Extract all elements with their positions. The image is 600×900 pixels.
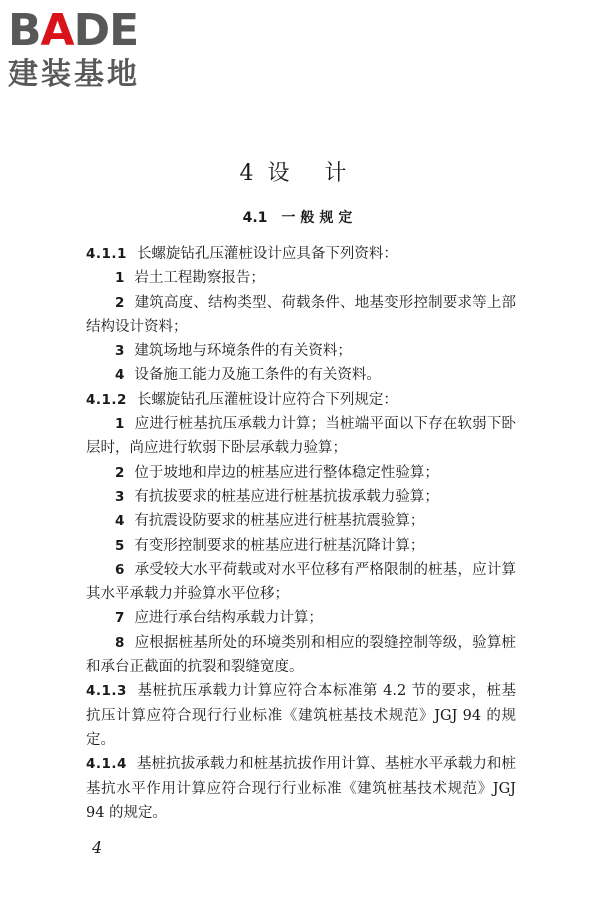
list-item: [86, 534, 516, 558]
clause-4-1-1: [86, 242, 516, 266]
list-item: [86, 291, 516, 340]
item-text: 有抗拔要求的桩基应进行桩基抗拔承载力验算；: [134, 488, 439, 505]
list-item: [86, 363, 516, 387]
item-text: 应进行桩基抗压承载力计算；当桩端平面以下存在软弱下卧层时，尚应进行软弱下卧层承载力验算；: [86, 416, 516, 457]
list-item: [86, 558, 516, 607]
item-number: 3: [115, 488, 125, 505]
chapter-title: [0, 156, 600, 187]
clause-4-1-4: [86, 752, 516, 825]
logo-letters-de: DE: [73, 5, 139, 56]
section-number: 4.1: [242, 210, 268, 226]
clause-text: 基桩抗压承载力计算应符合本标准第 4.2 节的要求，桩基抗压计算应符合现行行业标准《建筑桩基技术规范》JGJ 94 的规定。: [86, 683, 516, 748]
item-text: 应进行承台结构承载力计算；: [134, 610, 323, 627]
clause-number: 4.1.3: [86, 683, 127, 700]
logo-letter-a-red: A: [40, 5, 74, 56]
item-text: 位于坡地和岸边的桩基应进行整体稳定性验算；: [134, 464, 439, 481]
logo-letter-b: B: [8, 5, 41, 56]
clause-4-1-2: [86, 388, 516, 412]
item-text: 建筑场地与环境条件的有关资料；: [134, 343, 352, 360]
item-number: 4: [115, 367, 125, 384]
list-item: [86, 631, 516, 680]
clause-number: 4.1.1: [86, 246, 127, 262]
list-item: [86, 266, 516, 290]
list-item: [86, 485, 516, 509]
item-text: 应根据桩基所处的环境类别和相应的裂缝控制等级，验算桩和承台正截面的抗裂和裂缝宽度。: [86, 634, 516, 676]
list-item: [86, 339, 516, 363]
section-name: 一般规定: [281, 210, 358, 226]
chapter-number: 4: [239, 161, 268, 186]
clause-4-1-3: [86, 679, 516, 752]
item-number: 2: [115, 294, 125, 311]
clause-text: 基桩抗拔承载力和桩基抗拔作用计算、基桩水平承载力和桩基抗水平作用计算应符合现行行业标准《建筑桩基技术规范》JGJ 94 的规定。: [86, 756, 516, 821]
item-text: 有抗震设防要求的桩基应进行桩基抗震验算；: [134, 513, 425, 530]
item-number: 1: [115, 416, 125, 433]
clause-number: 4.1.2: [86, 391, 127, 408]
list-item: [86, 509, 516, 533]
clause-text: 长螺旋钻孔压灌桩设计应符合下列规定：: [136, 391, 398, 408]
item-number: 8: [115, 634, 125, 651]
item-text: 有变形控制要求的桩基应进行桩基沉降计算；: [134, 537, 425, 554]
list-item: [86, 461, 516, 485]
clause-text: 长螺旋钻孔压灌桩设计应具备下列资料：: [136, 246, 398, 262]
clause-list: [86, 242, 516, 825]
clause-number: 4.1.4: [86, 756, 127, 773]
item-text: 承受较大水平荷载或对水平位移有严格限制的桩基，应计算其水平承载力并验算水平位移；: [86, 561, 516, 603]
chapter-name: 设 计: [267, 161, 361, 186]
list-item: [86, 606, 516, 630]
bade-logo: [8, 6, 178, 92]
item-text: 设备施工能力及施工条件的有关资料。: [134, 367, 381, 384]
item-number: 4: [115, 513, 125, 530]
list-item: [86, 412, 516, 461]
item-number: 1: [115, 270, 125, 287]
item-text: 岩土工程勘察报告；: [134, 270, 265, 287]
logo-wordmark: [8, 6, 178, 56]
item-text: 建筑高度、结构类型、荷载条件、地基变形控制要求等上部结构设计资料；: [86, 294, 516, 335]
item-number: 7: [115, 610, 125, 627]
item-number: 6: [115, 561, 125, 578]
page-number: 4: [92, 838, 103, 857]
logo-subtitle: 建装基地: [8, 57, 140, 92]
item-number: 3: [115, 343, 125, 360]
item-number: 5: [115, 537, 125, 554]
section-title: [0, 207, 600, 227]
item-number: 2: [115, 464, 125, 481]
